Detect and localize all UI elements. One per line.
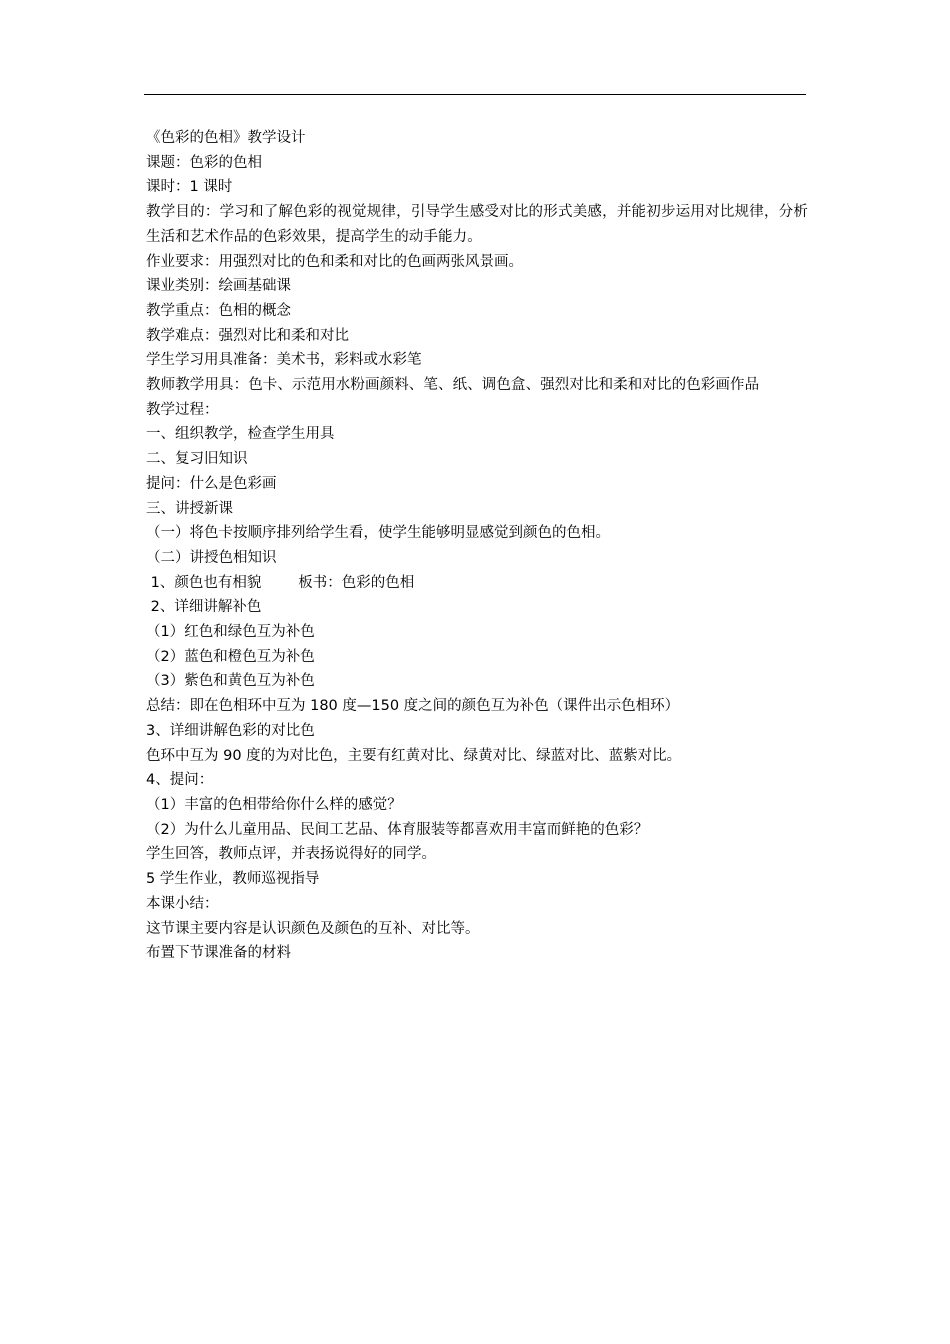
course-type-line: 课业类别：绘画基础课: [146, 278, 291, 295]
duration-line: 课时：1 课时: [146, 179, 233, 196]
teacher-tools-paragraph: 教师教学用具：色卡、示范用水粉画颜料、笔、纸、调色盒、强烈对比和柔和对比的色彩画作品: [146, 377, 760, 394]
assignment-line: 作业要求：用强烈对比的色和柔和对比的色画两张风景画。: [146, 253, 523, 270]
question-line: （1）丰富的色相带给你什么样的感觉？: [146, 796, 402, 813]
process-step: 2、详细讲解补色: [146, 599, 262, 616]
process-step: 提问：什么是色彩画: [146, 475, 277, 492]
student-tools-line: 学生学习用具准备：美术书，彩料或水彩笔: [146, 352, 422, 369]
process-step: （一）将色卡按顺序排列给学生看，使学生能够明显感觉到颜色的色相。: [146, 525, 610, 542]
lesson-summary-text: 这节课主要内容是认识颜色及颜色的互补、对比等。: [146, 920, 480, 937]
difficulty-line: 教学难点：强烈对比和柔和对比: [146, 327, 349, 344]
document-title: 《色彩的色相》教学设计: [146, 130, 306, 146]
objective-paragraph: 教学目的：学习和了解色彩的视觉规律，引导学生感受对比的形式美感，并能初步运用对比规律，分析生活和艺术作品的色彩效果，提高学生的动手能力。: [146, 204, 808, 245]
summary-line: 总结：即在色相环中互为 180 度—150 度之间的颜色互为补色（课件出示色相环）: [146, 698, 680, 715]
process-step: （二）讲授色相知识: [146, 549, 277, 566]
key-point-line: 教学重点：色相的概念: [146, 302, 291, 319]
header-rule: [144, 94, 806, 95]
process-step: （3）紫色和黄色互为补色: [146, 673, 315, 690]
process-step: （1）红色和绿色互为补色: [146, 624, 315, 641]
process-step: 1、颜色也有相貌 板书：色彩的色相: [146, 574, 415, 591]
process-step: 3、详细讲解色彩的对比色: [146, 722, 315, 739]
process-step: 三、讲授新课: [146, 500, 233, 517]
process-step: （2）蓝色和橙色互为补色: [146, 648, 315, 665]
process-heading: 教学过程：: [146, 401, 219, 418]
topic-line: 课题：色彩的色相: [146, 154, 262, 171]
process-step: 4、提问：: [146, 772, 214, 789]
question-line: （2）为什么儿童用品、民间工艺品、体育服装等都喜欢用丰富而鲜艳的色彩？: [146, 821, 649, 838]
process-step: 一、组织教学，检查学生用具: [146, 426, 335, 443]
next-lesson-line: 布置下节课准备的材料: [146, 945, 291, 962]
process-step: 二、复习旧知识: [146, 451, 248, 468]
document-body: [146, 126, 808, 966]
process-step: 5 学生作业，教师巡视指导: [146, 871, 320, 888]
process-step: 色环中互为 90 度的为对比色，主要有红黄对比、绿黄对比、绿蓝对比、蓝紫对比。: [146, 747, 682, 764]
process-step: 学生回答，教师点评，并表扬说得好的同学。: [146, 846, 436, 863]
lesson-summary-heading: 本课小结：: [146, 895, 219, 912]
